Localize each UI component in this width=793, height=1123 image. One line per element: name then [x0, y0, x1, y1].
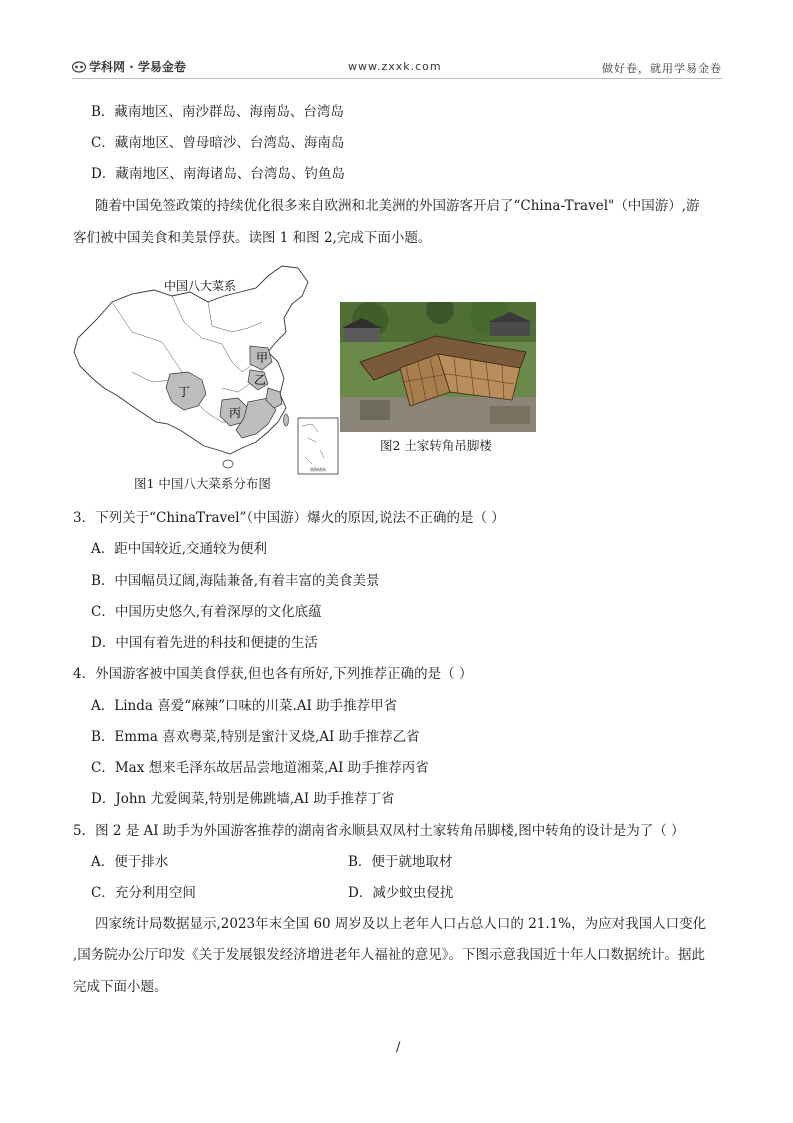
label-ding: 丁 — [178, 385, 191, 399]
south-sea-inset — [298, 418, 338, 474]
question-4-option-b: B．Emma 喜欢粤菜,特别是蜜汁叉烧,AI 助手推荐乙省 — [91, 729, 420, 745]
intro2-line2: ,国务院办公厅印发《关于发展银发经济增进老年人福祉的意见》。下图示意我国近十年人口数据统计。据此 — [73, 947, 706, 963]
question-5-option-d: D．减少蚊虫侵扰 — [348, 885, 454, 901]
question-5-option-a: A．便于排水 — [91, 854, 169, 870]
question-3-option-c: C．中国历史悠久,有着深厚的文化底蕴 — [91, 604, 322, 620]
taiwan-island — [284, 414, 289, 426]
map-inner-title: 中国八大菜系 — [164, 279, 237, 293]
question-3-option-d: D．中国有着先进的科技和便捷的生活 — [91, 635, 318, 651]
page-header — [72, 58, 722, 79]
china-cuisine-map — [72, 262, 342, 477]
inset-label: 南海诸岛 — [310, 467, 326, 472]
intro1-line2: 客们被中国美食和美景俘获。读图 1 和图 2,完成下面小题。 — [73, 230, 432, 246]
stilt-house-illustration — [340, 302, 536, 432]
question-5-option-c: C．充分利用空间 — [91, 885, 196, 901]
site-url: www.zxxk.com — [348, 60, 442, 73]
china-outline — [74, 266, 308, 454]
brand-logo — [72, 58, 186, 75]
label-bing: 丙 — [229, 406, 242, 420]
label-yi: 乙 — [254, 373, 267, 387]
prev-option-d: D．藏南地区、南海诸岛、台湾岛、钓鱼岛 — [91, 166, 345, 182]
logo-icon — [72, 61, 86, 73]
page-number: / — [396, 1040, 401, 1055]
question-3-option-b: B．中国幅员辽阔,海陆兼备,有着丰富的美食美景 — [91, 573, 380, 589]
intro1-line1: 随着中国免签政策的持续优化很多来自欧洲和北美洲的外国游客开启了“China-Travel"（中国游）,游 — [95, 198, 700, 214]
question-3-stem: 3．下列关于“ChinaTravel”（中国游）爆火的原因,说法不正确的是（ ） — [73, 510, 505, 526]
question-5-stem: 5．图 2 是 AI 助手为外国游客推荐的湖南省永顺县双凤村土家转角吊脚楼,图中转角的设计是为了（ ） — [73, 823, 685, 839]
label-jia: 甲 — [256, 351, 269, 365]
prev-option-b: B．藏南地区、南沙群岛、海南岛、台湾岛 — [91, 104, 344, 120]
figure2-caption: 图2 土家转角吊脚楼 — [380, 438, 492, 453]
header-slogan: 做好卷，就用学易金卷 — [602, 62, 722, 75]
intro2-line1: 四家统计局数据显示,2023年末全国 60 周岁及以上老年人口占总人口的 21.1%，为应对我国人口变化 — [95, 916, 707, 932]
hainan-island — [223, 460, 233, 468]
question-3-option-a: A．距中国较近,交通较为便利 — [91, 541, 268, 557]
intro2-line3: 完成下面小题。 — [73, 979, 168, 995]
figures — [72, 262, 542, 492]
question-4-stem: 4．外国游客被中国美食俘获,但也各有所好,下列推荐正确的是（ ） — [73, 666, 473, 682]
logo-text: 学科网 · 学易金卷 — [89, 60, 186, 74]
question-4-option-c: C．Max 想来毛泽东故居品尝地道湘菜,AI 助手推荐丙省 — [91, 760, 429, 776]
question-4-option-a: A．Linda 喜爱“麻辣”口味的川菜.AI 助手推荐甲省 — [91, 698, 398, 714]
question-4-option-d: D．John 尤爱闽菜,特别是佛跳墙,AI 助手推荐丁省 — [91, 791, 395, 807]
prev-option-c: C．藏南地区、曾母暗沙、台湾岛、海南岛 — [91, 135, 345, 151]
figure1-caption: 图1 中国八大菜系分布图 — [134, 476, 271, 491]
stilt-house-photo — [340, 302, 536, 432]
question-5-option-b: B．便于就地取材 — [348, 854, 453, 870]
